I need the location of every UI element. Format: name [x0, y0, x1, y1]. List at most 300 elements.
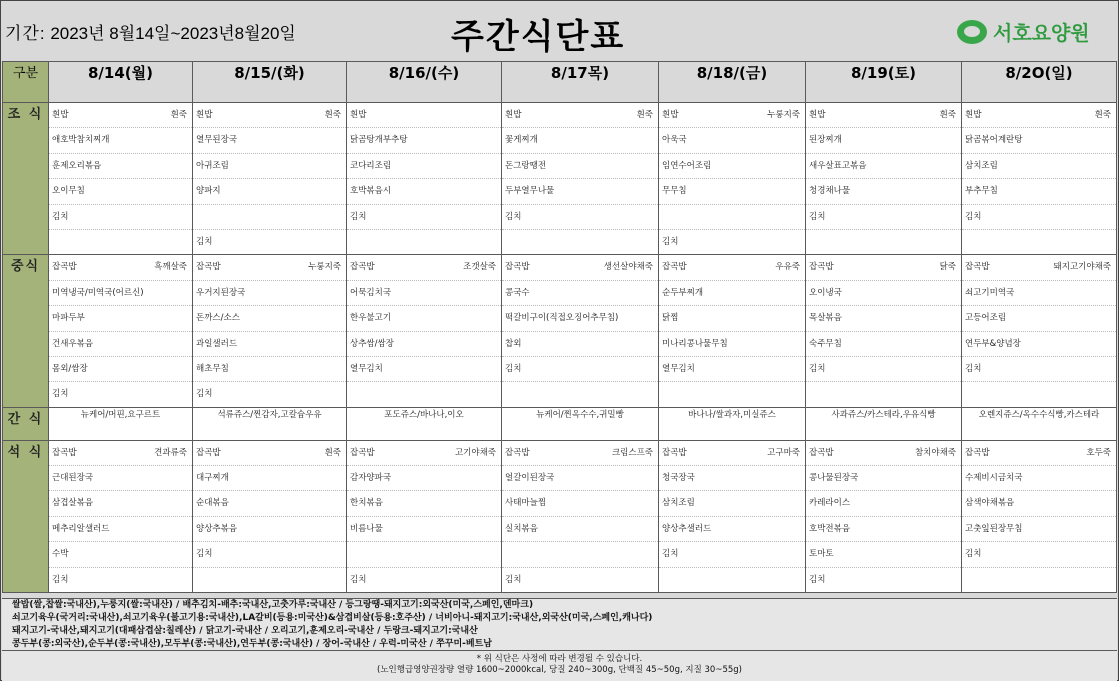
porridge-option	[653, 179, 655, 203]
menu-line	[502, 357, 658, 382]
menu-line	[502, 205, 658, 230]
menu-item: 우거지된장국	[196, 287, 246, 298]
porridge-option	[800, 466, 802, 490]
menu-item: 김치	[662, 236, 679, 247]
menu-line	[502, 441, 658, 466]
porridge-option	[1111, 357, 1113, 381]
menu-item: 두부열무나물	[505, 186, 555, 197]
logo	[957, 17, 1090, 46]
menu-line	[659, 230, 805, 254]
menu-item: 잡곡밥	[52, 447, 77, 458]
porridge-option: 견과류죽	[154, 447, 187, 458]
menu-line	[193, 154, 346, 179]
menu-item: 흰밥	[965, 110, 982, 120]
menu-item: 김치	[809, 574, 826, 585]
menu-item: 돈그랑땡전	[505, 160, 547, 171]
menu-item: 된장찌개	[809, 135, 842, 146]
menu-line	[193, 255, 346, 280]
menu-item: 잡곡밥	[505, 262, 530, 273]
snack-cell: 사과쥬스/카스테라,우유식빵	[806, 407, 962, 440]
breakfast-cell	[502, 103, 659, 255]
menu-line	[962, 568, 1116, 592]
menu-item: 실치볶음	[505, 523, 538, 534]
porridge-option	[1111, 517, 1113, 541]
porridge-option	[496, 281, 498, 305]
period-value: 2023년 8월14일~2023년8월20일	[50, 24, 296, 43]
day-header: 8/19(토)	[806, 62, 962, 103]
menu-line	[49, 205, 192, 230]
menu-line	[49, 466, 192, 491]
menu-line	[806, 103, 961, 128]
porridge-option	[496, 382, 498, 406]
porridge-option	[653, 357, 655, 381]
menu-line	[806, 306, 961, 331]
menu-item: 잡곡밥	[196, 447, 221, 458]
dinner-label: 석 식	[3, 440, 49, 592]
porridge-option: 조갯살죽	[463, 262, 496, 273]
lunch-cell	[962, 255, 1117, 407]
porridge-option	[187, 568, 189, 592]
porridge-option: 흰죽	[1094, 110, 1111, 120]
period-label: 기간:	[5, 24, 46, 43]
menu-item: 떡갈비구이(직접오징어추무침)	[505, 313, 619, 324]
porridge-option	[187, 357, 189, 381]
menu-line	[49, 517, 192, 542]
menu-line	[502, 568, 658, 592]
menu-item: 잡곡밥	[662, 262, 687, 273]
porridge-option	[1111, 306, 1113, 330]
porridge-option	[800, 517, 802, 541]
porridge-option	[956, 179, 958, 203]
porridge-option	[800, 179, 802, 203]
porridge-option	[800, 128, 802, 152]
porridge-option	[956, 357, 958, 381]
menu-line	[193, 357, 346, 382]
menu-line	[347, 205, 501, 230]
menu-item: 과일샐러드	[196, 338, 238, 349]
menu-item: 사태마늘찜	[505, 498, 547, 509]
menu-item: 임연수어조림	[662, 160, 712, 171]
porridge-option: 참치야채죽	[914, 447, 956, 458]
menu-line	[659, 542, 805, 567]
menu-item: 김치	[809, 211, 826, 222]
menu-line	[502, 179, 658, 204]
porridge-option	[800, 230, 802, 254]
menu-item: 잡곡밥	[350, 262, 375, 273]
menu-line	[806, 179, 961, 204]
menu-line	[502, 230, 658, 254]
menu-item: 오이냉국	[809, 287, 842, 298]
day-header: 8/16/(수)	[347, 62, 502, 103]
menu-item: 김치	[505, 574, 522, 585]
breakfast-cell	[49, 103, 193, 255]
menu-line	[193, 128, 346, 153]
menu-line	[347, 281, 501, 306]
menu-item: 삼겹살볶음	[52, 498, 94, 509]
menu-line	[962, 542, 1116, 567]
porridge-option	[800, 542, 802, 566]
porridge-option	[956, 542, 958, 566]
menu-item: 김치	[196, 236, 213, 247]
menu-line	[659, 357, 805, 382]
change-notice: * 위 식단은 사정에 따라 변경될 수 있습니다.	[476, 654, 643, 664]
porridge-option: 누룽지죽	[308, 262, 341, 273]
menu-line	[659, 281, 805, 306]
porridge-option	[1111, 205, 1113, 229]
menu-item: 아귀조림	[196, 160, 229, 171]
menu-line	[193, 441, 346, 466]
porridge-option: 누룽지죽	[767, 110, 800, 120]
logo-icon	[957, 20, 987, 44]
menu-item: 김치	[52, 574, 69, 585]
menu-line	[962, 179, 1116, 204]
menu-line	[49, 542, 192, 567]
porridge-option	[800, 491, 802, 515]
porridge-option	[341, 154, 343, 178]
menu-item: 열무된장국	[196, 135, 238, 146]
dinner-cell	[962, 440, 1117, 592]
porridge-option: 흰죽	[324, 110, 341, 120]
menu-item: 잡곡밥	[809, 262, 834, 273]
menu-item: 김치	[52, 389, 69, 400]
dinner-cell	[49, 440, 193, 592]
menu-line	[502, 154, 658, 179]
porridge-option	[187, 281, 189, 305]
menu-line	[502, 281, 658, 306]
porridge-option: 우유죽	[775, 262, 800, 273]
menu-line	[659, 255, 805, 280]
menu-item: 찹외	[505, 338, 522, 349]
footer-divider	[2, 650, 1117, 651]
porridge-option	[800, 382, 802, 406]
menu-line	[806, 491, 961, 516]
menu-line	[806, 466, 961, 491]
porridge-option	[187, 205, 189, 229]
menu-line	[347, 230, 501, 254]
menu-item: 흰밥	[52, 110, 69, 120]
menu-line	[49, 179, 192, 204]
menu-line	[659, 179, 805, 204]
porridge-option	[496, 517, 498, 541]
period	[5, 19, 296, 44]
menu-item: 고춧잎된장무침	[965, 523, 1023, 534]
menu-item: 김치	[196, 389, 213, 400]
snack-cell: 바나나/쌀과자,미실쥬스	[659, 407, 806, 440]
menu-item: 열무김치	[350, 363, 383, 374]
porridge-option: 흰죽	[636, 110, 653, 120]
porridge-option	[187, 128, 189, 152]
porridge-option	[956, 154, 958, 178]
porridge-option	[496, 357, 498, 381]
snack-cell: 석류쥬스/찐감자,고칼슘우유	[193, 407, 347, 440]
porridge-option: 흰죽	[170, 110, 187, 120]
porridge-option: 흰죽	[324, 447, 341, 458]
menu-line	[659, 491, 805, 516]
menu-line	[49, 255, 192, 280]
porridge-option	[800, 281, 802, 305]
porridge-option: 닭죽	[939, 262, 956, 273]
porridge-option	[653, 542, 655, 566]
menu-item: 흰밥	[505, 110, 522, 120]
menu-line	[962, 332, 1116, 357]
dinner-cell	[347, 440, 502, 592]
porridge-option	[956, 281, 958, 305]
porridge-option	[956, 230, 958, 254]
day-header: 8/15/(화)	[193, 62, 347, 103]
porridge-option	[653, 466, 655, 490]
menu-item: 잡곡밥	[809, 447, 834, 458]
dinner-row	[3, 440, 1117, 592]
menu-line	[347, 441, 501, 466]
menu-line	[806, 154, 961, 179]
menu-line	[806, 281, 961, 306]
dinner-cell	[502, 440, 659, 592]
menu-line	[659, 517, 805, 542]
menu-line	[49, 568, 192, 592]
porridge-option: 호두죽	[1086, 447, 1111, 458]
page-title: 주간식단표	[451, 18, 626, 56]
menu-line	[193, 230, 346, 254]
menu-line	[49, 382, 192, 406]
menu-item: 순두부찌개	[662, 287, 704, 298]
menu-line	[347, 568, 501, 592]
lunch-cell	[193, 255, 347, 407]
porridge-option	[341, 230, 343, 254]
lunch-cell	[806, 255, 962, 407]
menu-line	[502, 306, 658, 331]
origin-line: 쌀밥(쌀,찹쌀:국내산),누룽지(쌀:국내산) / 배추김치-배추:국내산,고춧가루:국내산 / 등그랑땡-돼지고기:외국산(미국,스페인,덴마크)	[12, 600, 534, 610]
menu-item: 콩국수	[505, 287, 530, 298]
porridge-option	[956, 306, 958, 330]
breakfast-cell	[193, 103, 347, 255]
menu-item: 꽃게찌개	[505, 135, 538, 146]
menu-line	[962, 382, 1116, 406]
menu-item: 잡곡밥	[965, 447, 990, 458]
menu-item: 김치	[965, 549, 982, 560]
porridge-option	[496, 205, 498, 229]
menu-item: 청경채나물	[809, 186, 851, 197]
logo-text: 서호요양원	[993, 23, 1090, 45]
porridge-option	[187, 332, 189, 356]
porridge-option	[341, 382, 343, 406]
menu-line	[962, 466, 1116, 491]
menu-line	[502, 491, 658, 516]
menu-item: 아욱국	[662, 135, 687, 146]
menu-line	[49, 332, 192, 357]
gubun-header: 구분	[3, 62, 49, 103]
porridge-option	[187, 466, 189, 490]
menu-item: 삼색야채볶음	[965, 498, 1015, 509]
day-header: 8/18/(금)	[659, 62, 806, 103]
menu-line	[49, 441, 192, 466]
menu-line	[193, 382, 346, 406]
porridge-option	[496, 491, 498, 515]
menu-line	[806, 542, 961, 567]
menu-line	[962, 306, 1116, 331]
porridge-option: 고구마죽	[767, 447, 800, 458]
breakfast-cell	[659, 103, 806, 255]
porridge-option	[653, 154, 655, 178]
porridge-option	[496, 230, 498, 254]
porridge-option	[1111, 230, 1113, 254]
menu-line	[193, 491, 346, 516]
porridge-option	[1111, 281, 1113, 305]
porridge-option	[653, 281, 655, 305]
menu-line	[193, 306, 346, 331]
menu-line	[49, 491, 192, 516]
menu-line	[347, 332, 501, 357]
porridge-option	[956, 382, 958, 406]
menu-line	[659, 568, 805, 592]
menu-line	[962, 517, 1116, 542]
breakfast-cell	[962, 103, 1117, 255]
menu-item: 코다리조림	[350, 160, 392, 171]
menu-line	[806, 332, 961, 357]
porridge-option	[187, 491, 189, 515]
menu-line	[659, 103, 805, 128]
menu-line	[347, 542, 501, 567]
menu-item: 잡곡밥	[52, 262, 77, 273]
menu-item: 목살볶음	[809, 313, 842, 324]
day-header: 8/17목)	[502, 62, 659, 103]
porridge-option: 크림스프죽	[611, 447, 653, 458]
porridge-option	[187, 230, 189, 254]
porridge-option	[341, 205, 343, 229]
porridge-option	[800, 357, 802, 381]
menu-item: 해초무침	[196, 363, 229, 374]
menu-line	[193, 568, 346, 592]
snack-cell: 뉴케어/머핀,요구르트	[49, 407, 193, 440]
menu-line	[49, 230, 192, 254]
menu-line	[502, 332, 658, 357]
menu-line	[502, 382, 658, 406]
menu-line	[806, 568, 961, 592]
porridge-option	[653, 568, 655, 592]
nutrition-guideline: (노인행급영양권장량 열량 1600~2000kcal, 당질 240~300g, 단백질 45~50g, 지질 30~55g)	[377, 665, 742, 675]
menu-line	[347, 491, 501, 516]
menu-item: 오이무침	[52, 186, 85, 197]
porridge-option	[653, 128, 655, 152]
menu-item: 삼치조림	[662, 498, 695, 509]
menu-line	[49, 357, 192, 382]
lunch-cell	[347, 255, 502, 407]
menu-item: 근대된장국	[52, 473, 94, 484]
menu-line	[806, 205, 961, 230]
menu-line	[193, 332, 346, 357]
porridge-option	[1111, 154, 1113, 178]
menu-item: 흰밥	[809, 110, 826, 120]
menu-item: 쇠고기미역국	[965, 287, 1015, 298]
menu-line	[659, 382, 805, 406]
menu-line	[502, 466, 658, 491]
menu-item: 비름나물	[350, 523, 383, 534]
menu-item: 김치	[52, 211, 69, 222]
menu-item: 어묵김치국	[350, 287, 392, 298]
menu-item: 흰밥	[662, 110, 679, 120]
snack-row	[3, 407, 1117, 440]
porridge-option	[496, 542, 498, 566]
snack-label: 간 식	[3, 407, 49, 440]
menu-item: 얼갈이된장국	[505, 473, 555, 484]
menu-line	[659, 441, 805, 466]
porridge-option	[341, 568, 343, 592]
breakfast-cell	[347, 103, 502, 255]
menu-item: 김치	[350, 574, 367, 585]
menu-line	[347, 382, 501, 406]
menu-item: 감자양파국	[350, 473, 392, 484]
day-header: 8/14(월)	[49, 62, 193, 103]
menu-item: 미나리콩나물무침	[662, 338, 728, 349]
menu-item: 삼치조림	[965, 160, 998, 171]
menu-item: 숙주무침	[809, 338, 842, 349]
menu-line	[962, 205, 1116, 230]
menu-line	[347, 357, 501, 382]
breakfast-label: 조 식	[3, 103, 49, 255]
porridge-option: 돼지고기야채죽	[1053, 262, 1111, 273]
porridge-option	[187, 179, 189, 203]
menu-line	[806, 382, 961, 406]
menu-item: 훈제오리볶음	[52, 160, 102, 171]
menu-line	[49, 281, 192, 306]
porridge-option	[496, 466, 498, 490]
porridge-option	[187, 517, 189, 541]
origin-line: 쇠고기육우(국거리:국내산),쇠고기육우(불고기용:국내산),LA갈비(등용:미국산)&삼겹비살(등용:호주산) / 너비아니-돼지고기:국내산,외국산(미국,스페인,캐나다)	[12, 613, 653, 623]
porridge-option	[1111, 179, 1113, 203]
porridge-option	[187, 154, 189, 178]
menu-line	[49, 103, 192, 128]
porridge-option	[496, 568, 498, 592]
porridge-option	[800, 306, 802, 330]
porridge-option	[187, 542, 189, 566]
menu-item: 돈까스/소스	[196, 313, 240, 324]
menu-item: 김치	[350, 211, 367, 222]
menu-line	[659, 306, 805, 331]
porridge-option	[341, 332, 343, 356]
porridge-option	[653, 205, 655, 229]
menu-item: 수박	[52, 549, 69, 560]
snack-cell: 뉴케어/찐옥수수,귀밀빵	[502, 407, 659, 440]
porridge-option	[341, 466, 343, 490]
porridge-option	[341, 128, 343, 152]
menu-item: 잡곡밥	[662, 447, 687, 458]
menu-line	[347, 306, 501, 331]
menu-item: 김치	[809, 363, 826, 374]
menu-item: 김치	[662, 549, 679, 560]
menu-line	[193, 466, 346, 491]
menu-line	[49, 306, 192, 331]
menu-item: 호박볶음시	[350, 186, 392, 197]
menu-line	[347, 466, 501, 491]
menu-line	[347, 517, 501, 542]
porridge-option: 고기야채죽	[454, 447, 496, 458]
porridge-option	[496, 332, 498, 356]
menu-line	[347, 179, 501, 204]
breakfast-cell	[806, 103, 962, 255]
header-bar	[1, 1, 1118, 61]
menu-line	[659, 154, 805, 179]
menu-line	[806, 441, 961, 466]
menu-line	[962, 357, 1116, 382]
porridge-option	[653, 230, 655, 254]
porridge-option	[1111, 466, 1113, 490]
dinner-cell	[193, 440, 347, 592]
menu-line	[962, 281, 1116, 306]
menu-item: 닭찜	[662, 313, 679, 324]
menu-line	[49, 154, 192, 179]
porridge-option	[341, 517, 343, 541]
menu-line	[962, 255, 1116, 280]
menu-item: 김치	[196, 549, 213, 560]
